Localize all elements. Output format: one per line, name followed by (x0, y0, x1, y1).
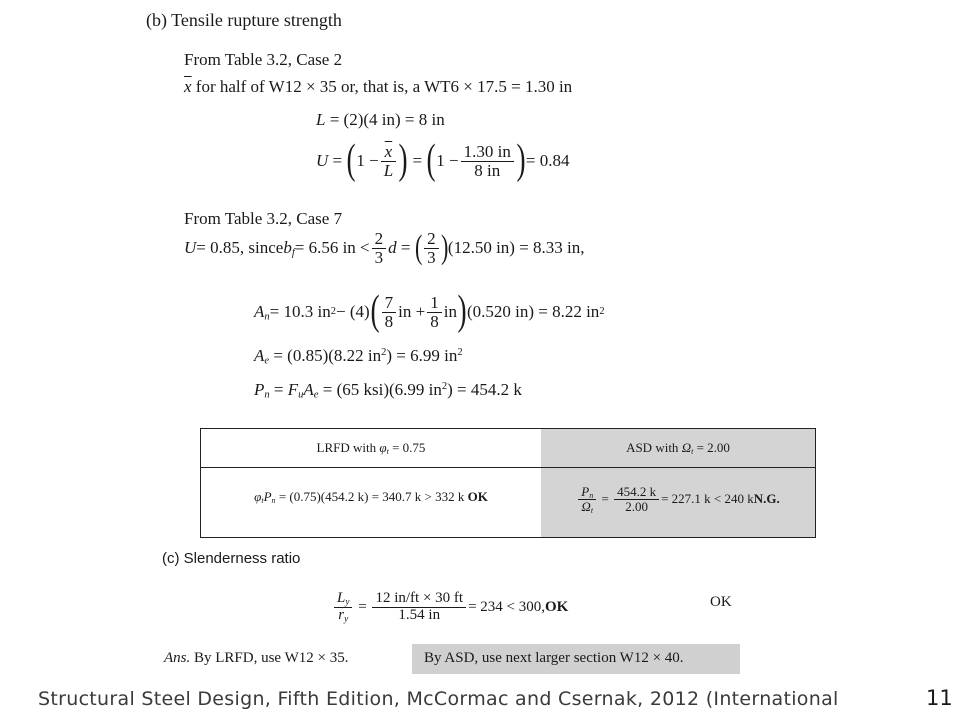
asd-header-value: = 2.00 (693, 440, 730, 455)
lrfd-header-value: = 0.75 (388, 440, 426, 455)
answer-lrfd-text: By LRFD, use W12 × 35. (190, 650, 349, 666)
answer-label: Ans. (164, 650, 191, 666)
asd-calc-text: = 227.1 k < 240 k (661, 491, 754, 506)
slenderness-ok-right: OK (710, 594, 732, 610)
case7-text: = 0.85, since (196, 238, 284, 257)
lrfd-verdict: OK (467, 489, 488, 504)
asd-header-label: ASD with (626, 440, 682, 455)
lrfd-asd-table (200, 428, 816, 538)
ae-tail: ) = 6.99 in (386, 346, 458, 365)
slenderness-num: 12 in/ft × 30 ft (372, 591, 466, 608)
length-rhs: = (2)(4 in) = 8 in (325, 110, 445, 129)
an-part3: (0.520 in) = 8.22 in (466, 302, 600, 321)
u-value-num: 1.30 in (461, 143, 514, 162)
footer-citation: Structural Steel Design, Fifth Edition, McCormac and Csernak, 2012 (International (38, 688, 839, 710)
asd-frac-den: 2.00 (625, 498, 648, 514)
xbar-symbol: $\overline{x}$ (184, 77, 192, 96)
lrfd-header: LRFD with $\varphi_t = 0.75$ (316, 440, 426, 456)
answer-asd: By ASD, use next larger section W12 × 40. (424, 650, 684, 666)
u-frac-num: $\overline{x}$ (381, 143, 396, 162)
lrfd-calculation: $\varphi_tP_n = (0.75)(454.2$ k) = 340.7 k > 332 k OK (254, 489, 488, 505)
slenderness-equation: $\frac{L_y}{r_y}$ = $\frac{12 in/ft \times 30 ft}{1.54 in}$ = 234 < 300, OK (332, 582, 568, 632)
answer-lrfd (164, 650, 348, 667)
lrfd-calc-text: = (0.75)(454.2 k) = 340.7 k > 332 k (275, 489, 468, 504)
asd-frac-num: 454.2 k (614, 485, 659, 500)
asd-verdict: N.G. (753, 491, 780, 506)
page-number: 11 (926, 686, 953, 710)
net-area-equation: $A_n$ = 10.3 in 2 − (4) ( $\frac{7}{8}$ in + $\frac{1}{8}$ in ) (0.520 in) = 8.22 in 2 (254, 288, 605, 335)
case7-tail: (12.50 in) = 8.33 in, (447, 238, 585, 257)
slenderness-result: = 234 < 300, (468, 598, 545, 615)
slenderness-ok: OK (545, 598, 569, 615)
case7-equation: U = 0.85, since $b_f$ = 6.56 in < $\frac{2}{3}$ d = ( $\frac{2}{3}$ ) (12.50 in) = 8.33 in, (184, 228, 585, 267)
shear-lag-equation: U = ( 1 − $\frac{\overline{x}}{L}$ ) = ( 1 − $\frac{1.30 in}{8 in}$ ) = 0.84 (316, 137, 570, 184)
nominal-strength-equation: $P_n = F_uA_e = (65$ ksi)(6.99 $in^2) = 454.2$ k (254, 380, 522, 401)
xbar-text: for half of W12 × 35 or, that is, a WT6 × 17.5 = 1.30 in (191, 77, 573, 96)
lrfd-header-label: LRFD with (316, 440, 380, 455)
table-divider (201, 467, 815, 468)
pn-tail: ) = 454.2 k (447, 380, 522, 399)
case7-bf: = 6.56 in < (294, 238, 370, 257)
ae-rhs: = (0.85)(8.22 in (269, 346, 382, 365)
asd-header: ASD with $\Omega_t = 2.00$ (626, 440, 730, 456)
xbar-line (184, 77, 572, 97)
case2-reference: From Table 3.2, Case 2 (184, 50, 343, 69)
an-part1: = 10.3 in (269, 302, 331, 321)
section-b-heading: (b) Tensile rupture strength (146, 10, 342, 30)
effective-area-equation: $A_e = (0.85)(8.22$ $in^2) = 6.99$ $in^2$ (254, 346, 463, 367)
u-result: = 0.84 (525, 151, 570, 170)
slenderness-den: 1.54 in (398, 606, 441, 623)
u-value-den: 8 in (474, 160, 501, 180)
an-part2: − (4) (335, 302, 370, 321)
case7-reference: From Table 3.2, Case 7 (184, 209, 343, 228)
section-c-heading: (c) Slenderness ratio (162, 550, 301, 567)
length-equation: L = (2)(4 in) = 8 in (316, 110, 445, 129)
u-frac-den: L (383, 160, 394, 180)
pn-rhs: = (65 ksi)(6.99 in (318, 380, 442, 399)
asd-calculation: $\frac{P_n}{\Omega_t}$ = $\frac{454.2 k}{2.00}$ = 227.1 k < 240 k N.G. (541, 475, 815, 523)
